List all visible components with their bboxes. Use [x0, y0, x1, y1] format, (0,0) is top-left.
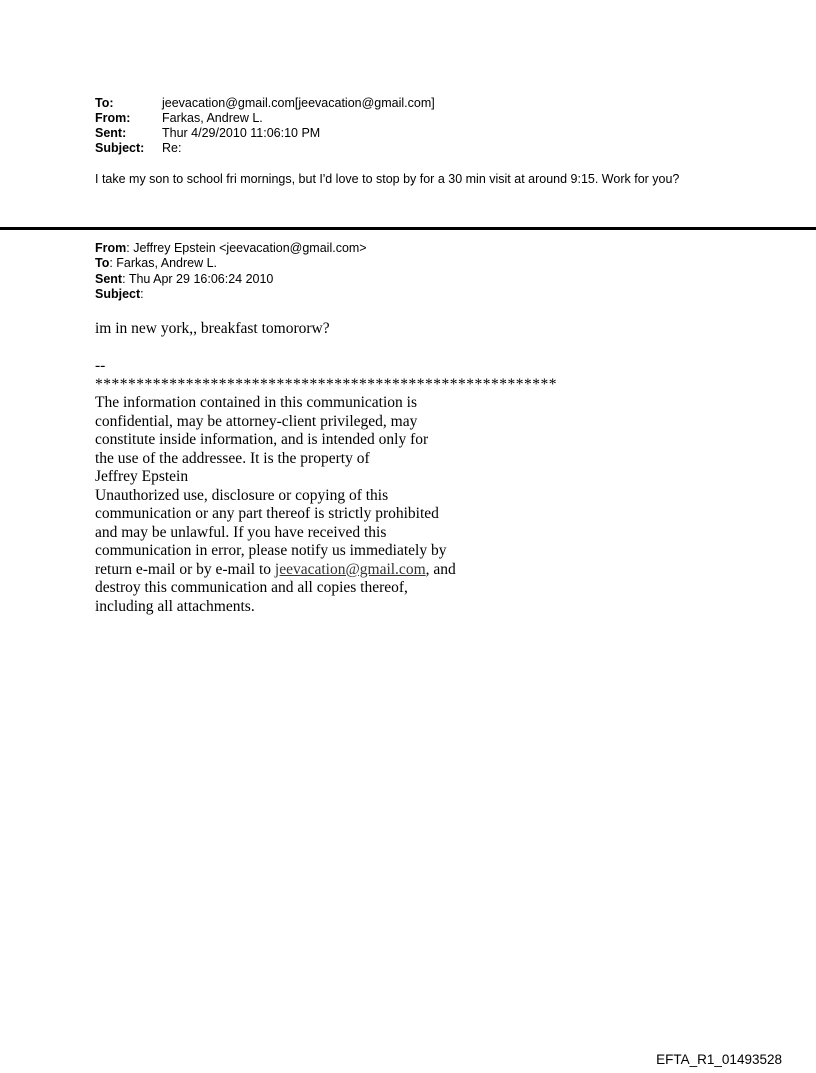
email1-header-subject [95, 141, 435, 156]
email2-subject-value: : [140, 287, 144, 302]
disclaimer-line: communication in error, please notify us immediately by [95, 542, 447, 559]
email2-sent-label: Sent [95, 271, 123, 286]
email2-to-value: : Farkas, Andrew L. [109, 256, 218, 271]
asterisk-separator: ******************************************************** [95, 375, 557, 393]
email1-sent-label: Sent: [95, 126, 127, 140]
email1-sent-value: Thur 4/29/2010 11:06:10 PM [162, 126, 321, 140]
email2-to-label: To [95, 256, 110, 271]
email-address-link[interactable]: jeevacation@gmail.com [274, 560, 426, 578]
disclaimer-block [95, 357, 595, 616]
email1-body-text: I take my son to school fri mornings, but I'd love to stop by for a 30 min visit at around 9:15. Work for you? [95, 172, 680, 186]
disclaimer-line: and may be unlawful. If you have received this [95, 523, 387, 541]
email2-from-value: : Jeffrey Epstein <jeevacation@gmail.com> [126, 241, 367, 255]
disclaimer-link-line-after: , and [425, 560, 456, 578]
disclaimer-line: the use of the addressee. It is the property of [95, 449, 370, 467]
email2-header-to [95, 256, 367, 271]
disclaimer-link-line-before: return e-mail or by e-mail to [95, 560, 275, 578]
disclaimer-line: constitute inside information, and is intended only for [95, 431, 429, 448]
email1-to-label: To: [95, 96, 114, 110]
disclaimer-line: including all attachments. [95, 597, 255, 615]
email1-header-to [95, 96, 435, 111]
disclaimer-line: confidential, may be attorney-client privileged, may [95, 412, 418, 430]
email2-from-label: From [95, 241, 127, 255]
email2-header-block [95, 241, 367, 303]
bates-number: EFTA_R1_01493528 [656, 1052, 782, 1067]
email1-subject-value: Re: [162, 141, 182, 155]
email1-from-value: Farkas, Andrew L. [162, 111, 263, 125]
email1-from-label: From: [95, 111, 131, 125]
disclaimer-line: The information contained in this communication is [95, 394, 417, 411]
disclaimer-line: destroy this communication and all copies thereof, [95, 579, 408, 596]
email1-header-sent [95, 126, 435, 141]
signature-dashes: -- [95, 357, 106, 374]
email2-header-subject [95, 287, 367, 302]
email1-header-block [95, 96, 435, 156]
email1-to-value: jeevacation@gmail.com[jeevacation@gmail.com] [162, 96, 435, 110]
disclaimer-line: communication or any part thereof is strictly prohibited [95, 505, 439, 522]
disclaimer-link-line [95, 561, 595, 580]
email1-subject-label: Subject: [95, 141, 145, 155]
email2-subject-label: Subject [95, 287, 141, 302]
email2-body-text: im in new york,, breakfast tomororw? [95, 320, 330, 337]
disclaimer-line: Jeffrey Epstein [95, 468, 189, 485]
thread-divider-line [0, 227, 816, 230]
email2-sent-value: : Thu Apr 29 16:06:24 2010 [122, 271, 274, 286]
disclaimer-line: Unauthorized use, disclosure or copying of this [95, 486, 389, 504]
email2-header-from [95, 241, 367, 256]
email1-header-from [95, 111, 435, 126]
email2-header-sent [95, 272, 367, 287]
